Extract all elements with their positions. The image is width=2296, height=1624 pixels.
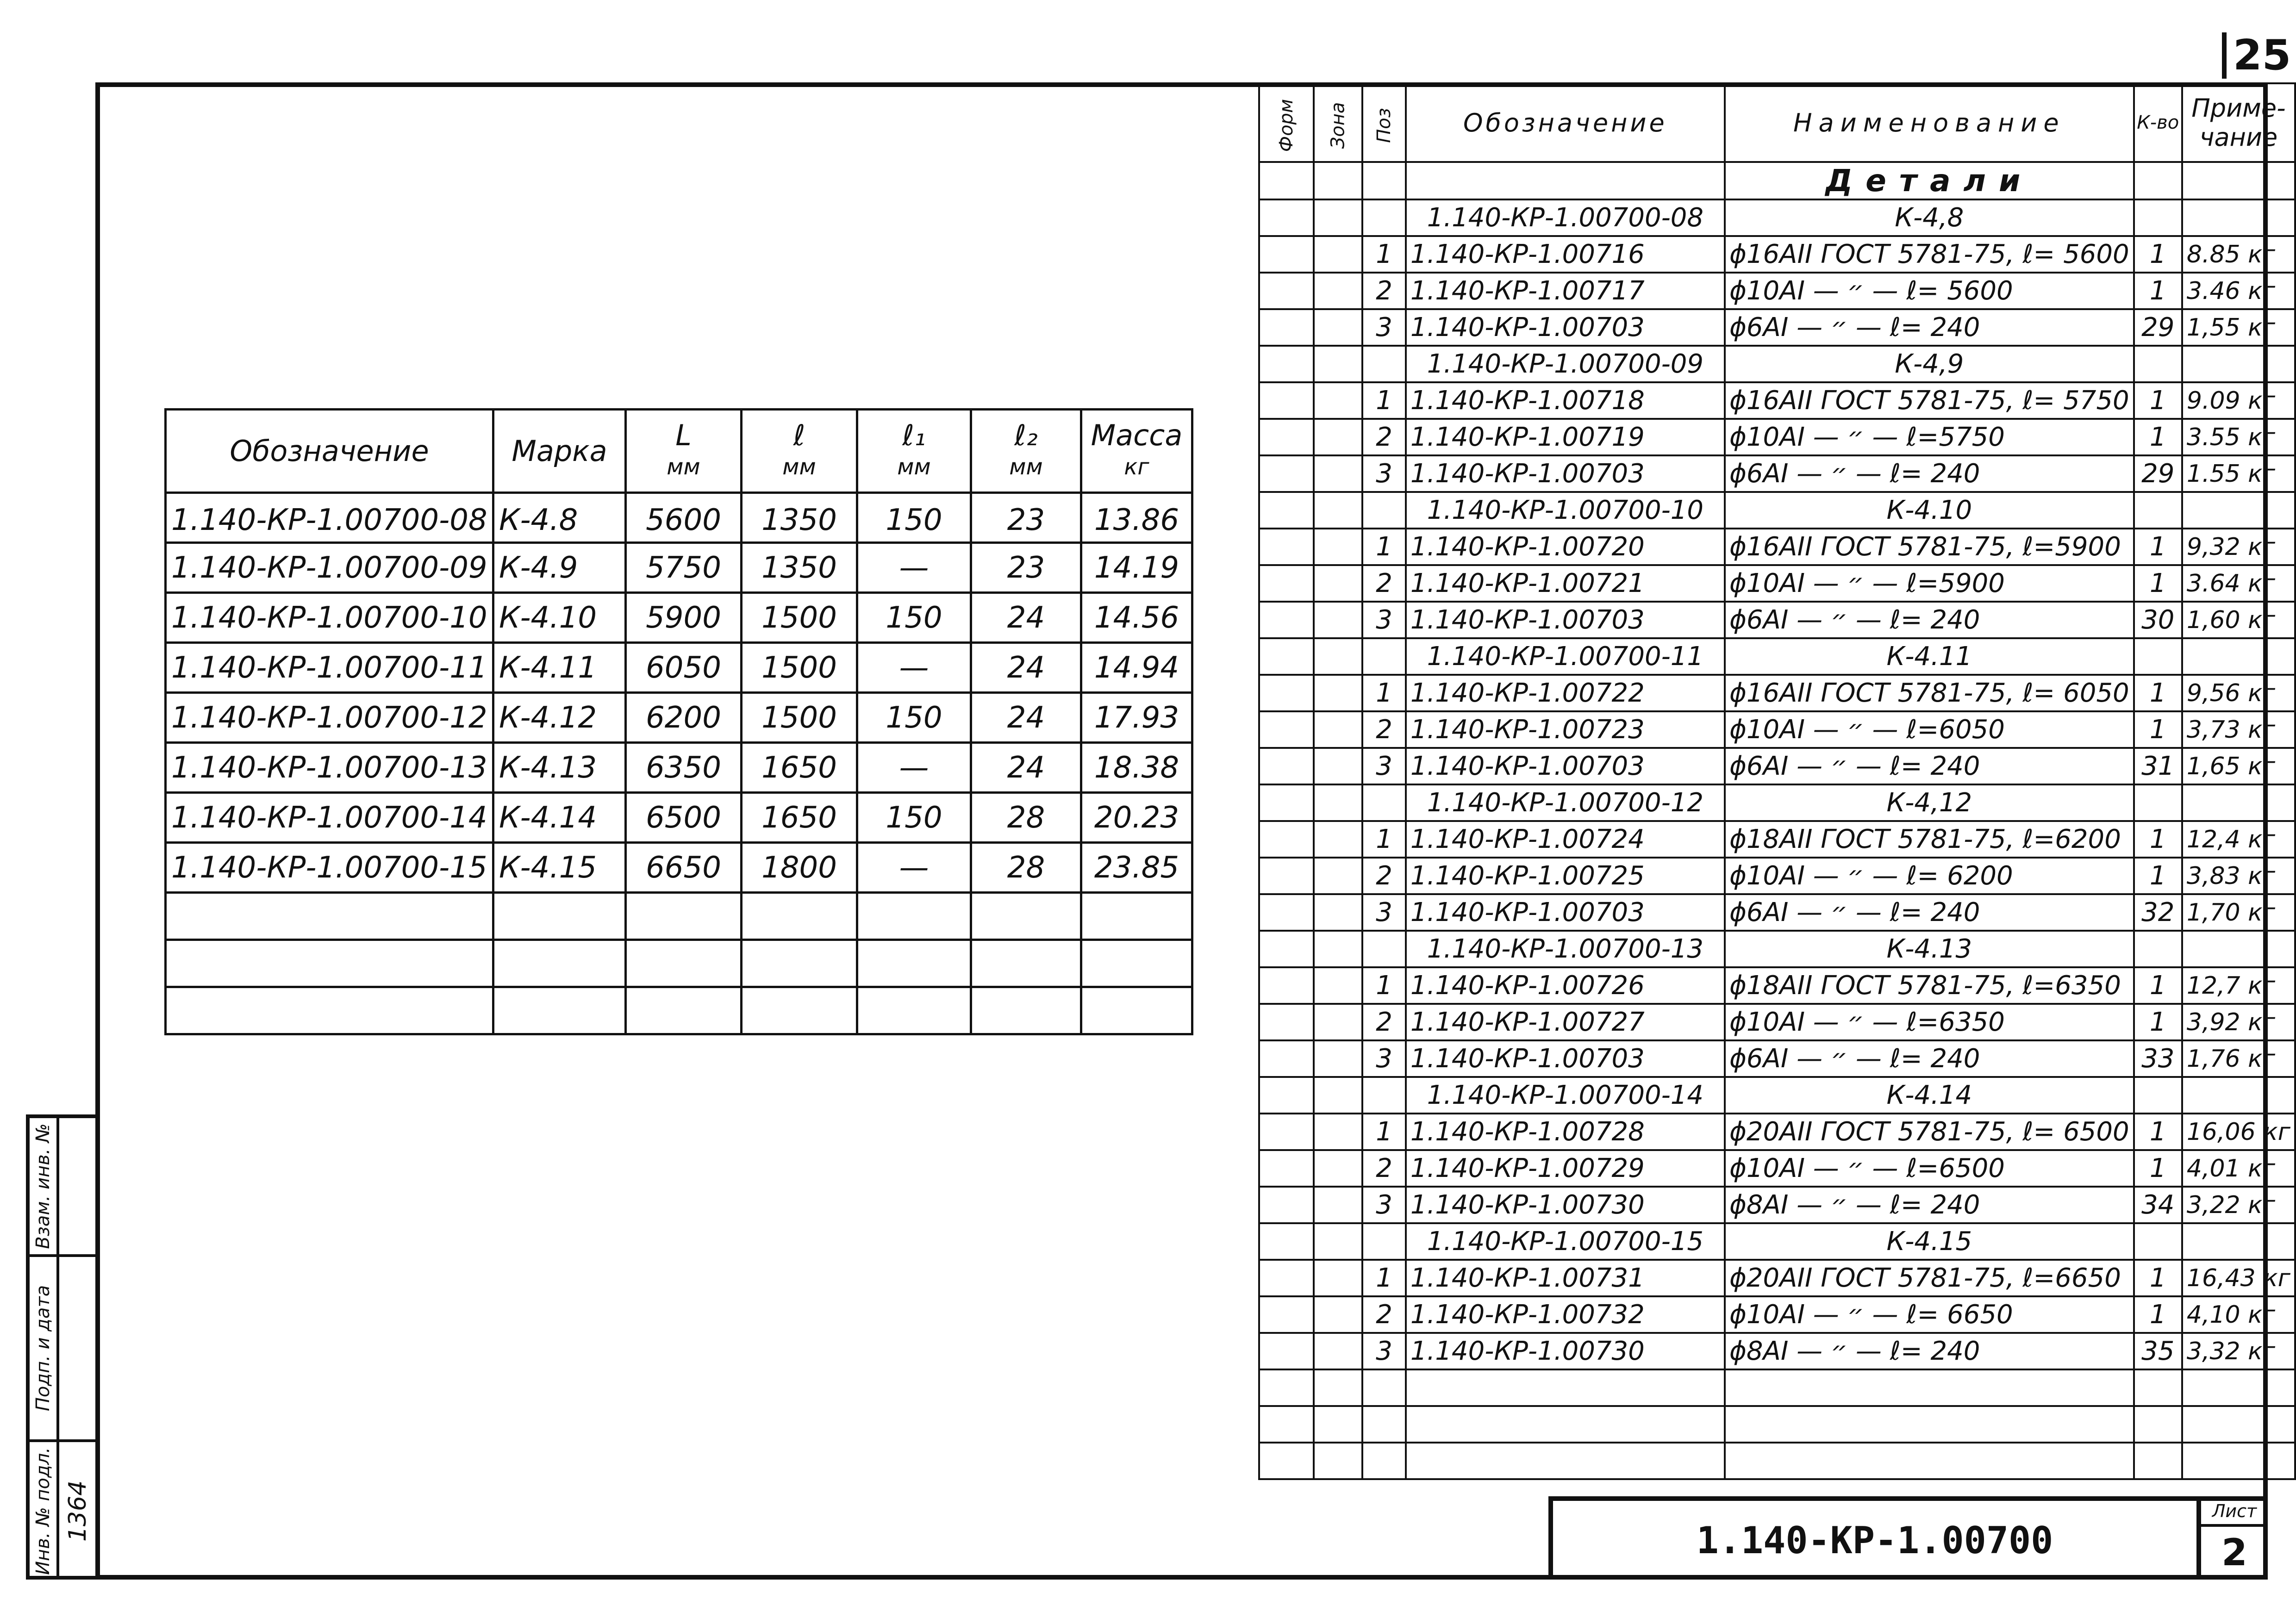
item-mass: 3.46 кг <box>2182 273 2295 309</box>
cell-l2: 24 <box>971 743 1081 793</box>
item-mass: 1,65 кг <box>2182 748 2295 784</box>
spec-group-row <box>1259 638 2295 675</box>
item-designation: 1.140-КР-1.00731 <box>1406 1260 1725 1296</box>
item-name: ϕ10АI — ״ — ℓ= 6650 <box>1725 1296 2134 1333</box>
spec-item-row <box>1259 821 2295 858</box>
spec-item-row <box>1259 711 2295 748</box>
item-name: ϕ8АI — ״ — ℓ= 240 <box>1725 1187 2134 1223</box>
spec-item-row <box>1259 382 2295 419</box>
sign-date-label: Подп. и дата <box>32 1285 54 1412</box>
item-designation: 1.140-КР-1.00719 <box>1406 419 1725 455</box>
spec-item-row <box>1259 1004 2295 1040</box>
item-mass: 16,43 кг <box>2182 1260 2295 1296</box>
item-qty: 29 <box>2134 309 2182 346</box>
header-name: Наименование <box>1725 83 2134 162</box>
cell-mass: 14.94 <box>1081 643 1192 693</box>
cell-mark: К-4.9 <box>493 543 626 593</box>
spec-item-row <box>1259 1260 2295 1296</box>
item-qty: 34 <box>2134 1187 2182 1223</box>
group-designation: 1.140-КР-1.00700-14 <box>1406 1077 1725 1114</box>
item-qty: 1 <box>2134 1296 2182 1333</box>
header-note: Приме- чание <box>2182 83 2295 162</box>
item-mass: 4,01 кг <box>2182 1150 2295 1187</box>
item-mass: 9,56 кг <box>2182 675 2295 711</box>
cell-L: 5900 <box>626 593 742 643</box>
item-pos: 1 <box>1362 967 1406 1004</box>
sheet-box <box>2196 1501 2268 1580</box>
header-qty: К-во <box>2134 83 2182 162</box>
inv-orig-cell <box>30 1442 95 1580</box>
spec-empty-row <box>1259 1369 2295 1406</box>
item-designation: 1.140-КР-1.00720 <box>1406 529 1725 565</box>
item-designation: 1.140-КР-1.00727 <box>1406 1004 1725 1040</box>
item-qty: 32 <box>2134 894 2182 931</box>
item-pos: 2 <box>1362 1296 1406 1333</box>
cell-designation: 1.140-КР-1.00700-11 <box>166 643 493 693</box>
cell-mass: 18.38 <box>1081 743 1192 793</box>
spec-item-row <box>1259 309 2295 346</box>
item-mass: 3,73 кг <box>2182 711 2295 748</box>
item-designation: 1.140-КР-1.00726 <box>1406 967 1725 1004</box>
inv-orig-value: 1364 <box>64 1480 92 1542</box>
item-pos: 2 <box>1362 565 1406 602</box>
item-name: ϕ6АI — ״ — ℓ= 240 <box>1725 748 2134 784</box>
spec-item-row <box>1259 1296 2295 1333</box>
item-pos: 2 <box>1362 1004 1406 1040</box>
cell-l: 1500 <box>742 693 857 743</box>
header-designation: Обозначение <box>166 410 493 493</box>
cell-mark: К-4.14 <box>493 793 626 843</box>
spec-item-row <box>1259 858 2295 894</box>
item-mass: 3,92 кг <box>2182 1004 2295 1040</box>
item-qty: 35 <box>2134 1333 2182 1369</box>
item-qty: 1 <box>2134 821 2182 858</box>
cell-designation: 1.140-КР-1.00700-13 <box>166 743 493 793</box>
item-pos: 1 <box>1362 1260 1406 1296</box>
item-pos: 1 <box>1362 1114 1406 1150</box>
header-mark: Марка <box>493 410 626 493</box>
item-mass: 3,83 кг <box>2182 858 2295 894</box>
item-name: ϕ6АI — ״ — ℓ= 240 <box>1725 1040 2134 1077</box>
inv-orig-label: Инв. № подл. <box>32 1447 54 1575</box>
spec-group-row <box>1259 931 2295 967</box>
item-name: ϕ18АII ГОСТ 5781-75, ℓ=6350 <box>1725 967 2134 1004</box>
spec-item-row <box>1259 273 2295 309</box>
item-name: ϕ20АII ГОСТ 5781-75, ℓ=6650 <box>1725 1260 2134 1296</box>
item-qty: 1 <box>2134 529 2182 565</box>
item-name: ϕ8АI — ״ — ℓ= 240 <box>1725 1333 2134 1369</box>
cell-mark: К-4.8 <box>493 493 626 543</box>
item-qty: 1 <box>2134 273 2182 309</box>
marks-table-empty-row <box>166 987 1192 1034</box>
item-pos: 2 <box>1362 419 1406 455</box>
cell-l: 1800 <box>742 843 857 893</box>
item-name: ϕ16АII ГОСТ 5781-75, ℓ=5900 <box>1725 529 2134 565</box>
cell-L: 6350 <box>626 743 742 793</box>
group-mark: К-4,9 <box>1725 346 2134 382</box>
spec-item-row <box>1259 455 2295 492</box>
item-qty: 1 <box>2134 236 2182 273</box>
item-mass: 8.85 кг <box>2182 236 2295 273</box>
section-title: Детали <box>1725 162 2134 199</box>
item-name: ϕ16АII ГОСТ 5781-75, ℓ= 6050 <box>1725 675 2134 711</box>
item-mass: 3.64 кг <box>2182 565 2295 602</box>
cell-l1: 150 <box>857 493 971 543</box>
item-pos: 1 <box>1362 821 1406 858</box>
header-l2: ℓ₂ мм <box>971 410 1081 493</box>
header-mass: Масса кг <box>1081 410 1192 493</box>
item-designation: 1.140-КР-1.00703 <box>1406 602 1725 638</box>
item-pos: 3 <box>1362 455 1406 492</box>
group-mark: К-4.10 <box>1725 492 2134 529</box>
item-name: ϕ10АI — ״ — ℓ=5900 <box>1725 565 2134 602</box>
header-pos: Поз <box>1362 83 1406 162</box>
cell-l1: 150 <box>857 593 971 643</box>
spec-item-row <box>1259 419 2295 455</box>
item-designation: 1.140-КР-1.00716 <box>1406 236 1725 273</box>
cell-l1: — <box>857 743 971 793</box>
group-designation: 1.140-КР-1.00700-13 <box>1406 931 1725 967</box>
cell-mass: 23.85 <box>1081 843 1192 893</box>
cell-mark: К-4.12 <box>493 693 626 743</box>
cell-mark: К-4.11 <box>493 643 626 693</box>
spec-item-row <box>1259 529 2295 565</box>
marks-table-row <box>166 793 1192 843</box>
item-designation: 1.140-КР-1.00728 <box>1406 1114 1725 1150</box>
spec-empty-row <box>1259 1406 2295 1443</box>
item-mass: 9.09 кг <box>2182 382 2295 419</box>
marks-table-empty-row <box>166 940 1192 987</box>
item-mass: 1.55 кг <box>2182 455 2295 492</box>
cell-designation: 1.140-КР-1.00700-10 <box>166 593 493 643</box>
item-name: ϕ10АI — ״ — ℓ=6500 <box>1725 1150 2134 1187</box>
spec-item-row <box>1259 967 2295 1004</box>
item-pos: 3 <box>1362 894 1406 931</box>
item-mass: 9,32 кг <box>2182 529 2295 565</box>
item-mass: 3.55 кг <box>2182 419 2295 455</box>
cell-L: 5600 <box>626 493 742 543</box>
item-pos: 2 <box>1362 858 1406 894</box>
cell-L: 6650 <box>626 843 742 893</box>
spec-item-row <box>1259 236 2295 273</box>
cell-l: 1500 <box>742 643 857 693</box>
item-mass: 3,32 кг <box>2182 1333 2295 1369</box>
spec-group-row <box>1259 1223 2295 1260</box>
cell-mass: 14.56 <box>1081 593 1192 643</box>
group-designation: 1.140-КР-1.00700-11 <box>1406 638 1725 675</box>
spec-item-row <box>1259 1040 2295 1077</box>
cell-mark: К-4.15 <box>493 843 626 893</box>
item-designation: 1.140-КР-1.00703 <box>1406 1040 1725 1077</box>
item-mass: 1,76 кг <box>2182 1040 2295 1077</box>
side-strip <box>26 1114 95 1580</box>
group-designation: 1.140-КР-1.00700-10 <box>1406 492 1725 529</box>
cell-l: 1350 <box>742 543 857 593</box>
item-qty: 1 <box>2134 1004 2182 1040</box>
cell-l2: 24 <box>971 693 1081 743</box>
item-pos: 3 <box>1362 1040 1406 1077</box>
item-mass: 16,06 кг <box>2182 1114 2295 1150</box>
marks-table-row <box>166 543 1192 593</box>
group-designation: 1.140-КР-1.00700-15 <box>1406 1223 1725 1260</box>
spec-item-row <box>1259 565 2295 602</box>
item-qty: 1 <box>2134 675 2182 711</box>
group-mark: К-4,12 <box>1725 784 2134 821</box>
item-qty: 29 <box>2134 455 2182 492</box>
cell-l1: — <box>857 543 971 593</box>
item-pos: 1 <box>1362 236 1406 273</box>
item-pos: 1 <box>1362 382 1406 419</box>
spec-empty-row <box>1259 1443 2295 1479</box>
item-designation: 1.140-КР-1.00729 <box>1406 1150 1725 1187</box>
item-qty: 1 <box>2134 1260 2182 1296</box>
group-mark: К-4.11 <box>1725 638 2134 675</box>
cell-L: 5750 <box>626 543 742 593</box>
marks-table-empty-row <box>166 893 1192 940</box>
item-name: ϕ10АI — ״ — ℓ=6350 <box>1725 1004 2134 1040</box>
item-name: ϕ16АII ГОСТ 5781-75, ℓ= 5600 <box>1725 236 2134 273</box>
item-mass: 1,60 кг <box>2182 602 2295 638</box>
item-pos: 3 <box>1362 1187 1406 1223</box>
item-name: ϕ16АII ГОСТ 5781-75, ℓ= 5750 <box>1725 382 2134 419</box>
item-designation: 1.140-КР-1.00732 <box>1406 1296 1725 1333</box>
spec-item-row <box>1259 1187 2295 1223</box>
item-name: ϕ6АI — ״ — ℓ= 240 <box>1725 309 2134 346</box>
cell-mass: 17.93 <box>1081 693 1192 743</box>
item-designation: 1.140-КР-1.00703 <box>1406 894 1725 931</box>
spec-group-row <box>1259 1077 2295 1114</box>
item-qty: 1 <box>2134 858 2182 894</box>
spec-group-row <box>1259 784 2295 821</box>
spec-item-row <box>1259 1114 2295 1150</box>
item-designation: 1.140-КР-1.00730 <box>1406 1333 1725 1369</box>
cell-l2: 24 <box>971 593 1081 643</box>
document-code: 1.140-КР-1.00700 <box>1696 1518 2053 1562</box>
cell-mark: К-4.10 <box>493 593 626 643</box>
cell-mass: 14.19 <box>1081 543 1192 593</box>
item-qty: 1 <box>2134 967 2182 1004</box>
item-qty: 1 <box>2134 419 2182 455</box>
marks-table-row <box>166 843 1192 893</box>
cell-designation: 1.140-КР-1.00700-15 <box>166 843 493 893</box>
item-qty: 1 <box>2134 711 2182 748</box>
marks-table-row <box>166 593 1192 643</box>
item-pos: 1 <box>1362 529 1406 565</box>
group-mark: К-4.14 <box>1725 1077 2134 1114</box>
cell-l1: — <box>857 643 971 693</box>
cell-l2: 24 <box>971 643 1081 693</box>
item-mass: 12,7 кг <box>2182 967 2295 1004</box>
cell-l1: — <box>857 843 971 893</box>
cell-l: 1650 <box>742 793 857 843</box>
item-designation: 1.140-КР-1.00721 <box>1406 565 1725 602</box>
item-designation: 1.140-КР-1.00703 <box>1406 748 1725 784</box>
item-pos: 2 <box>1362 1150 1406 1187</box>
item-designation: 1.140-КР-1.00718 <box>1406 382 1725 419</box>
spec-item-row <box>1259 1333 2295 1369</box>
header-zone: Зона <box>1314 83 1362 162</box>
marks-table-row <box>166 493 1192 543</box>
cell-designation: 1.140-КР-1.00700-09 <box>166 543 493 593</box>
marks-table <box>164 408 1193 1035</box>
item-designation: 1.140-КР-1.00725 <box>1406 858 1725 894</box>
cell-l: 1650 <box>742 743 857 793</box>
item-qty: 1 <box>2134 382 2182 419</box>
specification-table <box>1258 82 2296 1480</box>
header-L: L мм <box>626 410 742 493</box>
item-designation: 1.140-КР-1.00723 <box>1406 711 1725 748</box>
item-qty: 33 <box>2134 1040 2182 1077</box>
cell-l: 1350 <box>742 493 857 543</box>
cell-mass: 20.23 <box>1081 793 1192 843</box>
item-name: ϕ6АI — ״ — ℓ= 240 <box>1725 455 2134 492</box>
cell-l2: 23 <box>971 493 1081 543</box>
spec-group-row <box>1259 492 2295 529</box>
page-number: 25 <box>2222 32 2291 79</box>
item-name: ϕ20АII ГОСТ 5781-75, ℓ= 6500 <box>1725 1114 2134 1150</box>
replace-inv-cell <box>30 1118 95 1257</box>
cell-mark: К-4.13 <box>493 743 626 793</box>
cell-l2: 28 <box>971 793 1081 843</box>
group-mark: К-4.15 <box>1725 1223 2134 1260</box>
item-pos: 1 <box>1362 675 1406 711</box>
spec-group-row <box>1259 199 2295 236</box>
spec-item-row <box>1259 748 2295 784</box>
cell-L: 6500 <box>626 793 742 843</box>
header-format: Форм <box>1259 83 1314 162</box>
item-designation: 1.140-КР-1.00724 <box>1406 821 1725 858</box>
section-row <box>1259 162 2295 199</box>
item-designation: 1.140-КР-1.00703 <box>1406 455 1725 492</box>
item-pos: 2 <box>1362 711 1406 748</box>
header-designation: Обозначение <box>1406 83 1725 162</box>
cell-l2: 23 <box>971 543 1081 593</box>
item-pos: 2 <box>1362 273 1406 309</box>
item-pos: 3 <box>1362 748 1406 784</box>
item-pos: 3 <box>1362 1333 1406 1369</box>
item-designation: 1.140-КР-1.00722 <box>1406 675 1725 711</box>
item-designation: 1.140-КР-1.00730 <box>1406 1187 1725 1223</box>
item-name: ϕ10АI — ״ — ℓ= 5600 <box>1725 273 2134 309</box>
spec-item-row <box>1259 602 2295 638</box>
cell-designation: 1.140-КР-1.00700-12 <box>166 693 493 743</box>
item-name: ϕ6АI — ״ — ℓ= 240 <box>1725 894 2134 931</box>
spec-group-row <box>1259 346 2295 382</box>
sheet-number: 2 <box>2221 1531 2247 1574</box>
group-designation: 1.140-КР-1.00700-12 <box>1406 784 1725 821</box>
cell-l1: 150 <box>857 693 971 743</box>
cell-l2: 28 <box>971 843 1081 893</box>
marks-table-header <box>166 410 1192 493</box>
item-pos: 3 <box>1362 602 1406 638</box>
spec-item-row <box>1259 894 2295 931</box>
cell-l1: 150 <box>857 793 971 843</box>
item-name: ϕ10АI — ״ — ℓ=5750 <box>1725 419 2134 455</box>
spec-item-row <box>1259 675 2295 711</box>
item-pos: 3 <box>1362 309 1406 346</box>
group-designation: 1.140-КР-1.00700-08 <box>1406 199 1725 236</box>
header-l: ℓ мм <box>742 410 857 493</box>
cell-mass: 13.86 <box>1081 493 1192 543</box>
marks-table-row <box>166 743 1192 793</box>
header-l1: ℓ₁ мм <box>857 410 971 493</box>
marks-table-row <box>166 643 1192 693</box>
group-designation: 1.140-КР-1.00700-09 <box>1406 346 1725 382</box>
item-mass: 1,55 кг <box>2182 309 2295 346</box>
title-stamp <box>1548 1496 2268 1580</box>
item-name: ϕ18АII ГОСТ 5781-75, ℓ=6200 <box>1725 821 2134 858</box>
item-designation: 1.140-КР-1.00717 <box>1406 273 1725 309</box>
item-designation: 1.140-КР-1.00703 <box>1406 309 1725 346</box>
group-mark: К-4.13 <box>1725 931 2134 967</box>
cell-designation: 1.140-КР-1.00700-14 <box>166 793 493 843</box>
item-name: ϕ10АI — ״ — ℓ=6050 <box>1725 711 2134 748</box>
item-mass: 3,22 кг <box>2182 1187 2295 1223</box>
spec-item-row <box>1259 1150 2295 1187</box>
item-name: ϕ10АI — ״ — ℓ= 6200 <box>1725 858 2134 894</box>
item-qty: 1 <box>2134 1150 2182 1187</box>
item-qty: 1 <box>2134 565 2182 602</box>
item-qty: 1 <box>2134 1114 2182 1150</box>
marks-table-row <box>166 693 1192 743</box>
replace-inv-label: Взам. инв. № <box>32 1123 54 1249</box>
item-qty: 30 <box>2134 602 2182 638</box>
group-mark: К-4,8 <box>1725 199 2134 236</box>
item-mass: 4,10 кг <box>2182 1296 2295 1333</box>
spec-header <box>1259 83 2295 162</box>
cell-L: 6050 <box>626 643 742 693</box>
item-qty: 31 <box>2134 748 2182 784</box>
item-name: ϕ6АI — ״ — ℓ= 240 <box>1725 602 2134 638</box>
item-mass: 1,70 кг <box>2182 894 2295 931</box>
cell-L: 6200 <box>626 693 742 743</box>
cell-l: 1500 <box>742 593 857 643</box>
sheet-label: Лист <box>2201 1501 2268 1527</box>
cell-designation: 1.140-КР-1.00700-08 <box>166 493 493 543</box>
item-mass: 12,4 кг <box>2182 821 2295 858</box>
sign-date-cell <box>30 1257 95 1442</box>
